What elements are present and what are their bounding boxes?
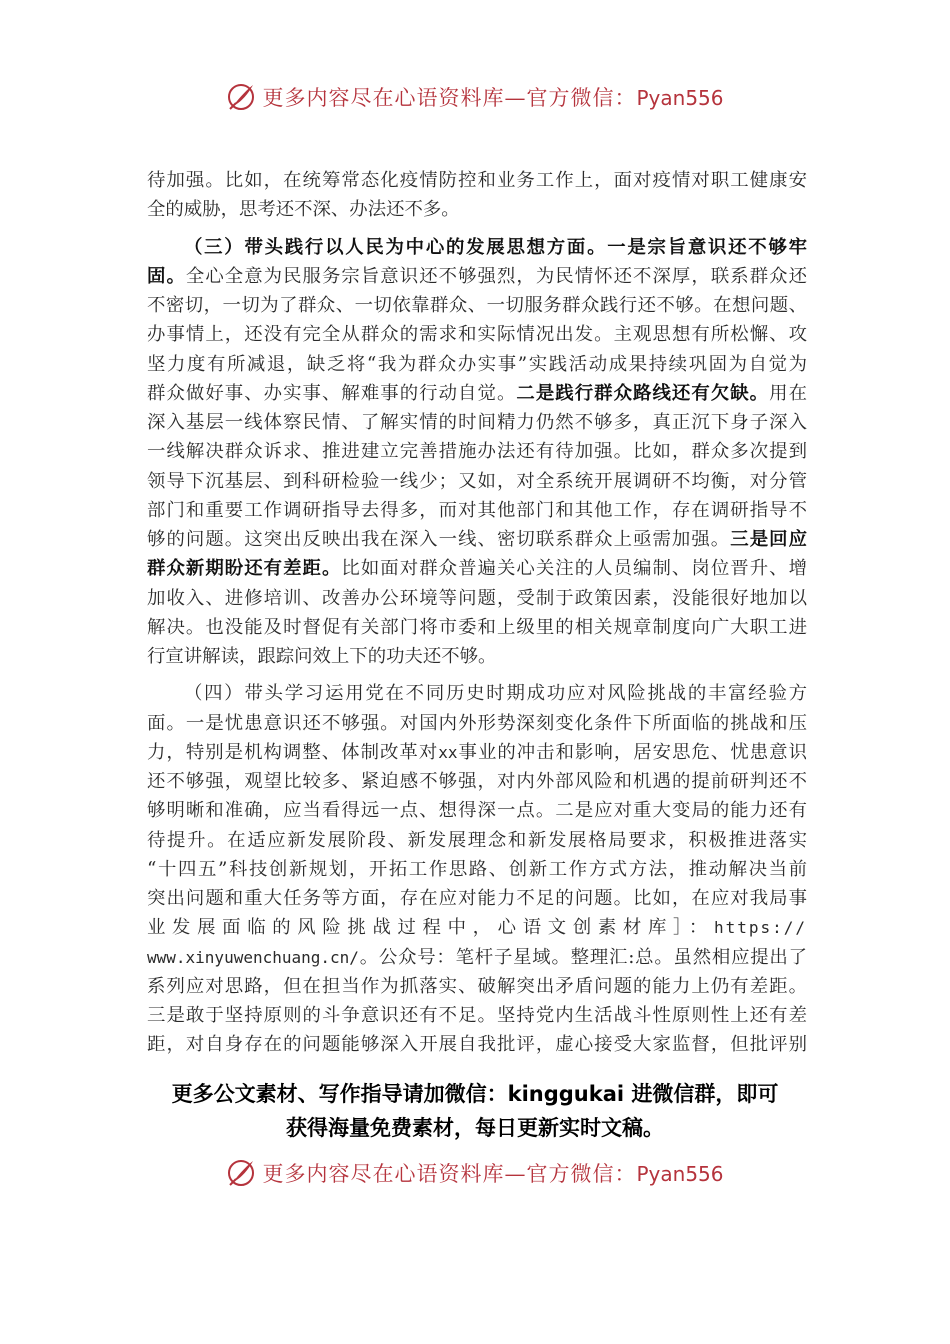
quill-pen-icon xyxy=(226,1158,256,1188)
text-line: 群众新期盼还有差距。比如面对群众普遍关心关注的人员编制、岗位晋升、增 xyxy=(147,558,807,580)
text-line: 办事情上，还没有完全从群众的需求和实际情况出发。主观思想有所松懈、攻 xyxy=(147,324,807,346)
text-line: 固。全心全意为民服务宗旨意识还不够强烈，为民情怀还不深厚，联系群众还 xyxy=(147,265,807,287)
wechat-id: Pyan556 xyxy=(636,86,724,110)
text-line: 待提升。在适应新发展阶段、新发展理念和新发展格局要求，积极推进落实 xyxy=(147,829,807,851)
text-line: 业发展面临的风险挑战过程中，心语文创素材库］：https:// xyxy=(147,917,807,939)
text-line: 力，特别是机构调整、体制改革对xx事业的冲击和影响，居安思危、忧患意识 xyxy=(147,741,807,763)
text-line: 还不够强，观望比较多、紧迫感不够强，对内外部风险和机遇的提前研判还不 xyxy=(147,771,807,792)
banner-text: 更多内容尽在心语资料库—官方微信：Pyan556 xyxy=(262,86,724,110)
text-line xyxy=(147,233,807,262)
banner-text: 更多内容尽在心语资料库—官方微信：Pyan556 xyxy=(262,1162,724,1186)
text-line: 深入基层一线体察民情、了解实情的时间精力仍然不够多，真正沉下身子深入 xyxy=(147,412,807,433)
footer-banner xyxy=(0,1158,950,1198)
promo-line: 更多公文素材、写作指导请加微信：kinggukai 进微信群，即可 xyxy=(171,1082,779,1106)
document-body xyxy=(147,166,807,1060)
text-line: 面。一是忧患意识还不够强。对国内外形势深刻变化条件下所面临的挑战和压 xyxy=(147,712,807,734)
wechat-id: Pyan556 xyxy=(636,1162,724,1186)
text-line: 系列应对思路，但在担当作为抓落实、破解突出矛盾问题的能力上仍有差距。 xyxy=(147,975,807,997)
url-text: https:// xyxy=(713,918,807,938)
paragraph-3 xyxy=(147,679,807,1059)
text-line: 坚力度有所减退，缺乏将“我为群众办实事”实践活动成果持续巩固为自觉为 xyxy=(147,353,807,375)
text-line: 行宣讲解读，跟踪问效上下的功夫还不够。 xyxy=(147,646,497,667)
text-line: 不密切，一切为了群众、一切依靠群众、一切服务群众践行还不够。在想问题、 xyxy=(147,295,807,316)
text-line: 全的威胁，思考还不深、办法还不多。 xyxy=(147,199,460,221)
url-text: www.xinyuwenchuang.cn/ xyxy=(147,947,359,967)
text-line: www.xinyuwenchuang.cn/。公众号：笔杆子星域。整理汇:总。虽然相应提出了 xyxy=(147,946,807,968)
section-heading: （三）带头践行以人民为中心的发展思想方面。一是宗旨意识还不够牢 xyxy=(184,236,807,258)
paragraph-1 xyxy=(147,166,807,225)
header-banner xyxy=(0,82,950,122)
bold-phrase: 三是回应 xyxy=(730,529,807,550)
text-line: 领导下沉基层、到科研检验一线少；又如，对全系统开展调研不均衡，对分管 xyxy=(147,470,807,492)
text-line: 解决。也没能及时督促有关部门将市委和上级里的相关规章制度向广大职工进 xyxy=(147,616,807,638)
promo-line: 获得海量免费素材，每日更新实时文稿。 xyxy=(286,1116,664,1140)
text-line: 距，对自身存在的问题能够深入开展自我批评，虚心接受大家监督，但批评别 xyxy=(147,1034,807,1056)
text-line: 加收入、进修培训、改善办公环境等问题，受制于政策因素，没能很好地加以 xyxy=(147,587,807,609)
text-line: 部门和重要工作调研指导去得多，而对其他部门和其他工作，存在调研指导不 xyxy=(147,499,807,521)
text-line: （四）带头学习运用党在不同历史时期成功应对风险挑战的丰富经验方 xyxy=(184,683,807,705)
paragraph-2 xyxy=(147,233,807,672)
text-line: 够的问题。这突出反映出我在深入一线、密切联系群众上亟需加强。三是回应 xyxy=(147,529,807,550)
text-line: 待加强。比如，在统筹常态化疫情防控和业务工作上，面对疫情对职工健康安 xyxy=(147,170,807,191)
quill-pen-icon xyxy=(226,82,256,112)
bold-phrase: 群众新期盼还有差距。 xyxy=(147,558,342,580)
text-line: 一线解决群众诉求、推进建立完善措施办法还有待加强。比如，群众多次提到 xyxy=(147,441,807,463)
text-line: 突出问题和重大任务等方面，存在应对能力不足的问题。比如，在应对我局事 xyxy=(147,888,807,909)
bold-phrase: 固。 xyxy=(147,265,186,287)
bold-phrase: 二是践行群众路线还有欠缺。 xyxy=(516,382,770,404)
text-line: 三是敢于坚持原则的斗争意识还有不足。坚持党内生活战斗性原则性上还有差 xyxy=(147,1005,807,1026)
text-line: 够明晰和准确，应当看得远一点、想得深一点。二是应对重大变局的能力还有 xyxy=(147,800,807,822)
text-line: “十四五”科技创新规划，开拓工作思路、创新工作方式方法，推动解决当前 xyxy=(147,858,807,880)
text-line: 群众做好事、办实事、解难事的行动自觉。二是践行群众路线还有欠缺。用在 xyxy=(147,382,807,404)
promo-block xyxy=(0,1077,950,1145)
